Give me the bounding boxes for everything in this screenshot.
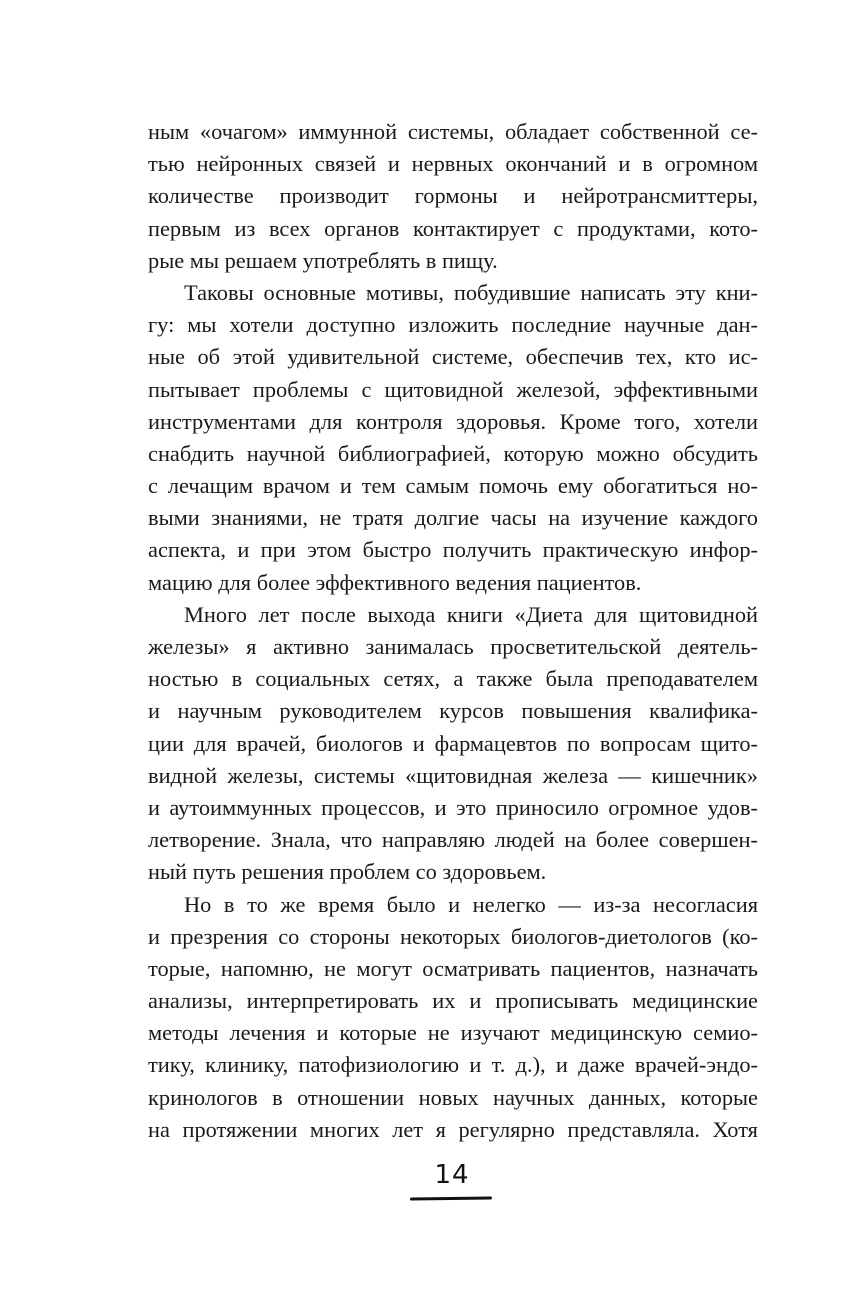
text-line: железы» я активно занималась просветительской деятель-	[148, 634, 758, 659]
text-line: инструментами для контроля здоровья. Кроме того, хотели	[148, 408, 758, 434]
text-line: и аутоиммунных процессов, и это приносило огромное удов-	[148, 794, 758, 820]
text-line: летворение. Знала, что направляю людей на более совершен-	[148, 827, 758, 853]
text-line: Много лет после выхода книги «Диета для щитовидной	[184, 601, 758, 627]
text-line: ный путь решения проблем со здоровьем.	[148, 859, 547, 885]
text-line: анализы, интерпретировать их и прописывать медицинские	[148, 988, 758, 1014]
text-line: Таковы основные мотивы, побудившие написать эту кни-	[184, 279, 758, 305]
text-line: рые мы решаем употреблять в пищу.	[148, 247, 498, 273]
text-line: и научным руководителем курсов повышения квалифика-	[148, 698, 758, 724]
body-text	[148, 116, 758, 1146]
text-line: ции для врачей, биологов и фармацевтов по вопросам щито-	[148, 730, 758, 756]
paragraph-3	[148, 599, 758, 889]
text-line: ные об этой удивительной системе, обеспечив тех, кто ис-	[148, 344, 758, 370]
text-line: и презрения со стороны некоторых биологов-диетологов (ко-	[148, 923, 758, 949]
text-line: с лечащим врачом и тем самым помочь ему обогатиться но-	[148, 473, 758, 499]
text-line: пытывает проблемы с щитовидной железой, эффективными	[148, 376, 758, 402]
paragraph-4	[148, 889, 758, 1147]
text-line: тику, клинику, патофизиологию и т. д.), и даже врачей-эндо-	[148, 1052, 758, 1078]
text-line: Но в то же время было и нелегко — из-за несогласия	[184, 891, 758, 917]
text-line: кринологов в отношении новых научных данных, которые	[148, 1084, 758, 1110]
text-line: выми знаниями, не тратя долгие часы на изучение каждого	[148, 505, 758, 531]
text-line: количестве производит гормоны и нейротрансмиттеры,	[148, 183, 758, 209]
paragraph-1	[148, 116, 758, 277]
text-line: аспекта, и при этом быстро получить практическую инфор-	[148, 537, 758, 563]
text-line: на протяжении многих лет я регулярно представляла. Хотя	[148, 1116, 758, 1142]
text-line: видной железы, системы «щитовидная железа — кишечник»	[148, 762, 758, 788]
text-line: ностью в социальных сетях, а также была преподавателем	[148, 666, 758, 692]
page-number-underline	[410, 1196, 492, 1200]
text-line: гу: мы хотели доступно изложить последние научные дан-	[148, 312, 758, 338]
text-line: методы лечения и которые не изучают медицинскую семио-	[148, 1020, 758, 1046]
text-line: тью нейронных связей и нервных окончаний и в огромном	[148, 151, 758, 177]
text-line: снабдить научной библиографией, которую можно обсудить	[148, 440, 758, 466]
text-line: ным «очагом» иммунной системы, обладает собственной се-	[148, 119, 758, 144]
text-line: первым из всех органов контактирует с продуктами, кото-	[148, 215, 758, 241]
text-line: мацию для более эффективного ведения пациентов.	[148, 569, 642, 595]
paragraph-2	[148, 277, 758, 599]
page-number: 14	[434, 1160, 470, 1190]
text-line: торые, напомню, не могут осматривать пациентов, назначать	[148, 955, 758, 981]
